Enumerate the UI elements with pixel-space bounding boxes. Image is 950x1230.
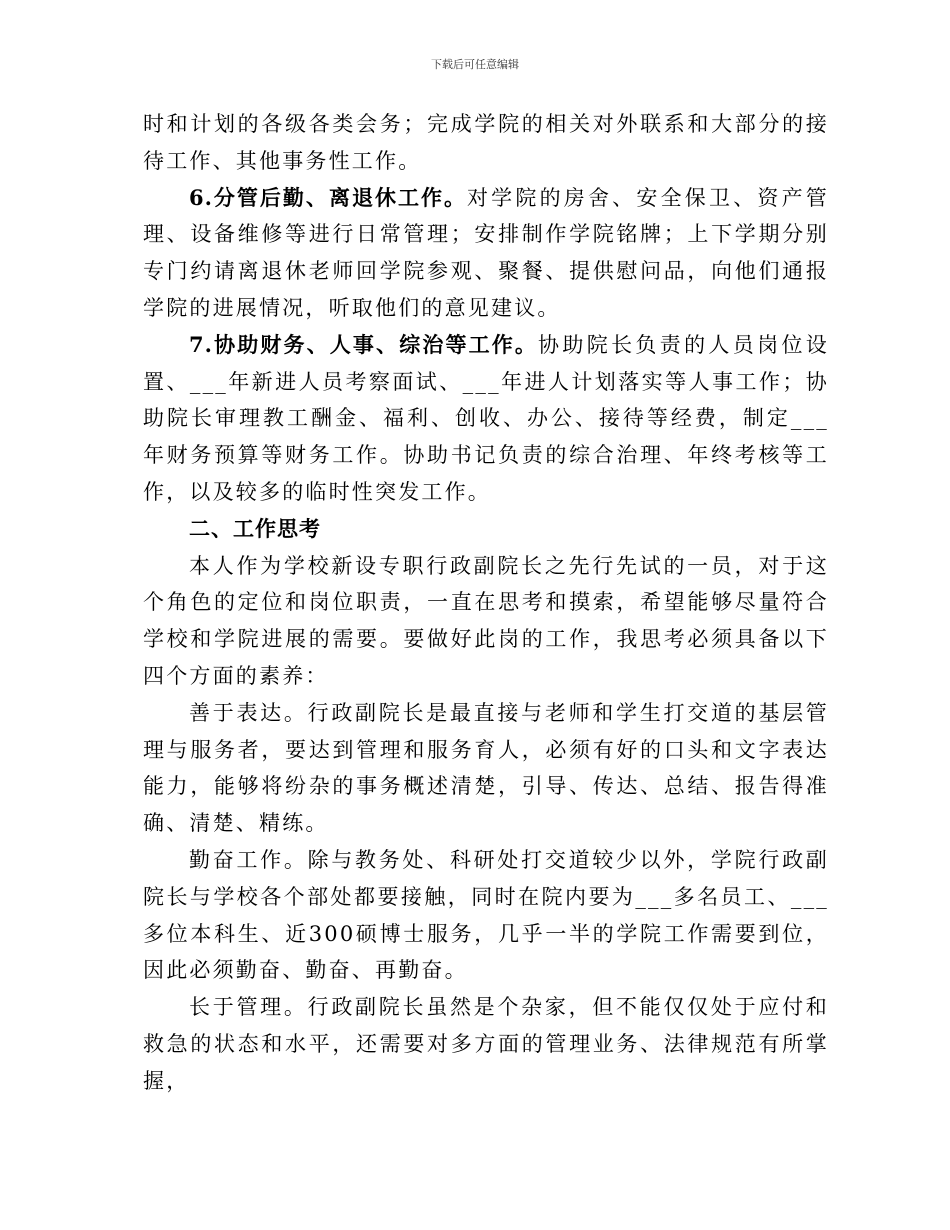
paragraph-expression bbox=[143, 695, 829, 842]
paragraph-text: 时和计划的各级各类会务；完成学院的相关对外联系和大部分的接待工作、其他事务性工作。 bbox=[143, 112, 829, 173]
paragraph-text: 善于表达。行政副院长是最直接与老师和学生打交道的基层管理与服务者，要达到管理和服务育人，必须有好的口头和文字表达能力，能够将纷杂的事务概述清楚，引导、传达、总结、报告得准确、清楚、精练。 bbox=[143, 700, 829, 836]
paragraph-item-7 bbox=[143, 327, 829, 511]
paragraph-item-6 bbox=[143, 180, 829, 327]
paragraph-management bbox=[143, 989, 829, 1099]
paragraph-text: 勤奋工作。除与教务处、科研处打交道较少以外，学院行政副院长与学校各个部处都要接触，同时在院内要为___多名员工、___多位本科生、近300硕博士服务，几乎一半的学院工作需要到位，因此必须勤奋、勤奋、再勤奋。 bbox=[143, 847, 829, 983]
document-body bbox=[143, 106, 829, 1100]
paragraph-text: 对学院的房舍、安全保卫、资产管理、设备维修等进行日常管理；安排制作学院铭牌；上下学期分别专门约请离退休老师回学院参观、聚餐、提供慰问品，向他们通报学院的进展情况，听取他们的意见建议。 bbox=[143, 185, 830, 320]
paragraph-text: 长于管理。行政副院长虽然是个杂家，但不能仅仅处于应付和救急的状态和水平，还需要对多方面的管理业务、法律规范有所掌握， bbox=[143, 995, 829, 1093]
paragraph-continuation bbox=[143, 106, 829, 180]
paragraph-intro bbox=[143, 548, 829, 695]
paragraph-diligence bbox=[143, 842, 829, 989]
section-heading-text: 二、工作思考 bbox=[189, 515, 321, 541]
paragraph-text: 本人作为学校新设专职行政副院长之先行先试的一员，对于这个角色的定位和岗位职责，一直在思考和摸索，希望能够尽量符合学校和学院进展的需要。要做好此岗的工作，我思考必须具备以下四个方面的素养： bbox=[143, 553, 829, 688]
page-header: 下载后可任意编辑 bbox=[431, 58, 519, 71]
paragraph-text: 协助院长负责的人员岗位设置、___年新进人员考察面试、___年进人计划落实等人事工作；协助院长审理教工酬金、福利、创收、办公、接待等经费，制定___年财务预算等财务工作。协助书记负责的综合治理、年终考核等工作，以及较多的临时性突发工作。 bbox=[143, 332, 829, 504]
section-heading bbox=[143, 511, 829, 548]
paragraph-lead: 6.分管后勤、离退休工作。 bbox=[189, 184, 467, 210]
paragraph-lead: 7.协助财务、人事、综治等工作。 bbox=[189, 331, 539, 357]
